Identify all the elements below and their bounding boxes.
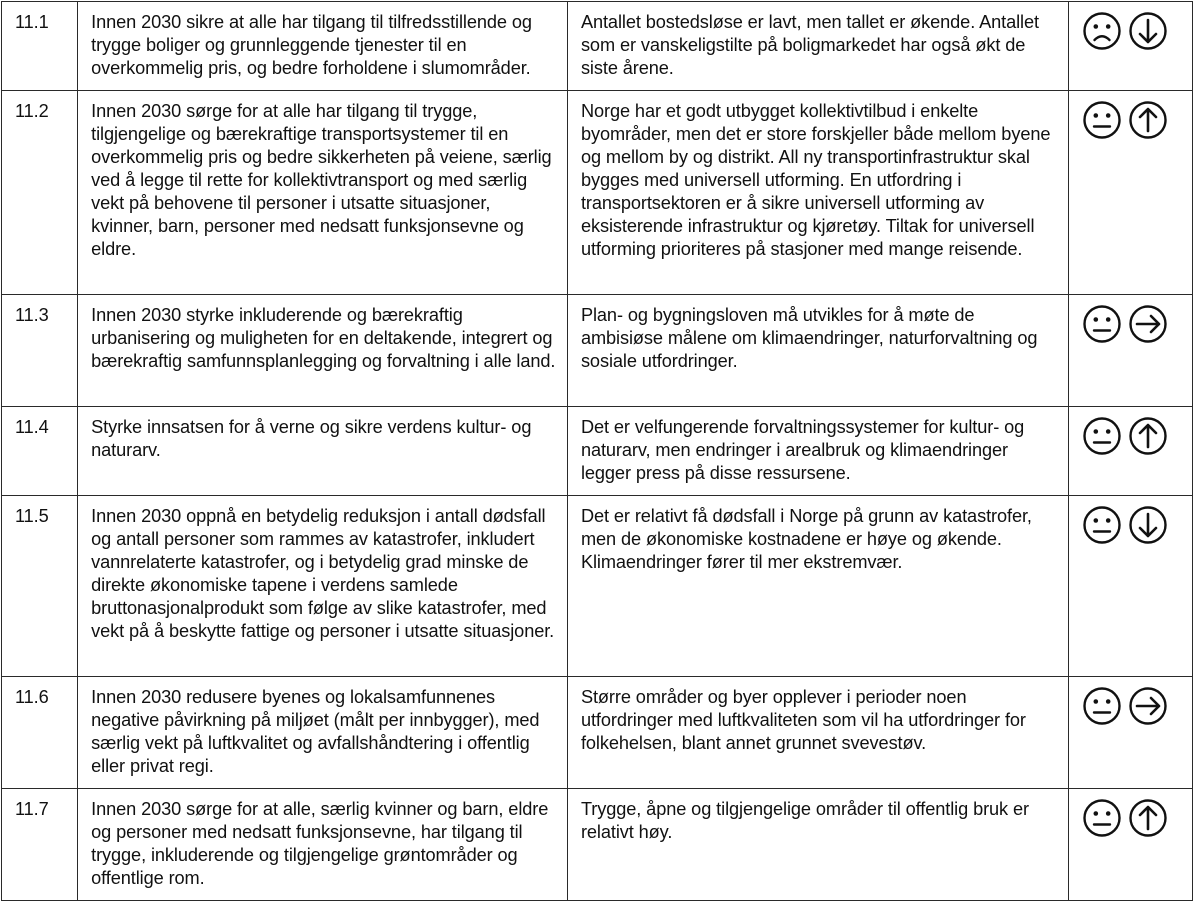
icon-group xyxy=(1082,416,1182,456)
assessment-icons xyxy=(1068,789,1192,901)
target-id: 11.2 xyxy=(2,91,78,295)
table-row xyxy=(2,789,1193,901)
table-row xyxy=(2,496,1193,677)
status-text: Norge har et godt utbygget kollektivtilbud i enkelte byområder, men det er store forskjeller både mellom byene og mellom by og distrikt. All ny transportinfrastruktur skal bygges med universell utforming. En utfordring i transportsektoren er å sikre universell utforming av eksisterende infrastruktur og kjøretøy. Tiltak for universell utforming prioriteres på stasjoner med mange reisende. xyxy=(567,91,1068,295)
table-row xyxy=(2,295,1193,407)
table-row xyxy=(2,407,1193,496)
assessment-icons xyxy=(1068,295,1192,407)
icon-group xyxy=(1082,505,1182,545)
assessment-icons xyxy=(1068,677,1192,789)
status-text: Det er velfungerende forvaltningssystemer for kultur- og naturarv, men endringer i arealbruk og klimaendringer legger press på disse ressursene. xyxy=(567,407,1068,496)
target-text: Innen 2030 sikre at alle har tilgang til tilfredsstillende og trygge boliger og grunnleggende tjenester til en overkommelig pris, og bedre forholdene i slumområder. xyxy=(78,2,568,91)
target-id: 11.5 xyxy=(2,496,78,677)
neutral-face-icon xyxy=(1082,304,1122,344)
arrow-down-icon xyxy=(1128,505,1168,545)
assessment-icons xyxy=(1068,407,1192,496)
status-text: Det er relativt få dødsfall i Norge på grunn av katastrofer, men de økonomiske kostnadene er høye og økende. Klimaendringer fører til mer ekstremvær. xyxy=(567,496,1068,677)
assessment-icons xyxy=(1068,91,1192,295)
target-id: 11.1 xyxy=(2,2,78,91)
assessment-icons xyxy=(1068,2,1192,91)
table-row xyxy=(2,91,1193,295)
sad-face-icon xyxy=(1082,11,1122,51)
icon-group xyxy=(1082,304,1182,344)
neutral-face-icon xyxy=(1082,505,1122,545)
sdg-11-targets-table xyxy=(1,1,1193,901)
arrow-up-icon xyxy=(1128,416,1168,456)
status-text: Antallet bostedsløse er lavt, men tallet er økende. Antallet som er vanskeligstilte på boligmarkedet har også økt de siste årene. xyxy=(567,2,1068,91)
target-id: 11.3 xyxy=(2,295,78,407)
target-text: Innen 2030 styrke inkluderende og bærekraftig urbanisering og muligheten for en deltakende, integrert og bærekraftig samfunnsplanlegging og forvaltning i alle land. xyxy=(78,295,568,407)
target-id: 11.7 xyxy=(2,789,78,901)
table-row xyxy=(2,677,1193,789)
status-text: Plan- og bygningsloven må utvikles for å møte de ambisiøse målene om klimaendringer, naturforvaltning og sosiale utfordringer. xyxy=(567,295,1068,407)
target-text: Innen 2030 sørge for at alle, særlig kvinner og barn, eldre og personer med nedsatt funksjonsevne, har tilgang til trygge, inkluderende og tilgjengelige grøntområder og offentlige rom. xyxy=(78,789,568,901)
icon-group xyxy=(1082,686,1182,726)
arrow-down-icon xyxy=(1128,11,1168,51)
icon-group xyxy=(1082,100,1182,140)
target-text: Innen 2030 oppnå en betydelig reduksjon i antall dødsfall og antall personer som rammes av katastrofer, inkludert vannrelaterte katastrofer, og i betydelig grad minske de direkte økonomiske tapene i verdens samlede bruttonasjonalprodukt som følge av slike katastrofer, med vekt på å beskytte fattige og personer i utsatte situasjoner. xyxy=(78,496,568,677)
target-text: Innen 2030 sørge for at alle har tilgang til trygge, tilgjengelige og bærekraftige transportsystemer til en overkommelig pris og bedre sikkerheten på veiene, særlig ved å legge til rette for kollektivtransport og med særlig vekt på behovene til personer i utsatte situasjoner, kvinner, barn, personer med nedsatt funksjonsevne og eldre. xyxy=(78,91,568,295)
assessment-icons xyxy=(1068,496,1192,677)
table-body xyxy=(2,2,1193,901)
table-row xyxy=(2,2,1193,91)
target-text: Innen 2030 redusere byenes og lokalsamfunnenes negative påvirkning på miljøet (målt per innbygger), med særlig vekt på luftkvalitet og avfallshåndtering i offentlig eller privat regi. xyxy=(78,677,568,789)
target-text: Styrke innsatsen for å verne og sikre verdens kultur- og naturarv. xyxy=(78,407,568,496)
target-id: 11.6 xyxy=(2,677,78,789)
status-text: Større områder og byer opplever i perioder noen utfordringer med luftkvaliteten som vil ha utfordringer for folkehelsen, blant annet grunnet svevestøv. xyxy=(567,677,1068,789)
arrow-up-icon xyxy=(1128,798,1168,838)
icon-group xyxy=(1082,11,1182,51)
arrow-right-icon xyxy=(1128,304,1168,344)
arrow-right-icon xyxy=(1128,686,1168,726)
neutral-face-icon xyxy=(1082,686,1122,726)
neutral-face-icon xyxy=(1082,416,1122,456)
icon-group xyxy=(1082,798,1182,838)
status-text: Trygge, åpne og tilgjengelige områder til offentlig bruk er relativt høy. xyxy=(567,789,1068,901)
arrow-up-icon xyxy=(1128,100,1168,140)
target-id: 11.4 xyxy=(2,407,78,496)
neutral-face-icon xyxy=(1082,100,1122,140)
neutral-face-icon xyxy=(1082,798,1122,838)
